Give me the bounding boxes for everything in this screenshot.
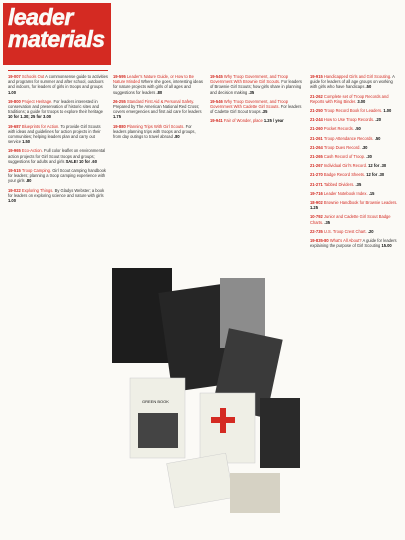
- catalog-item: [8, 188, 108, 204]
- item-price: .35: [324, 219, 331, 225]
- catalog-item: [210, 74, 305, 95]
- item-number: 21-244: [310, 117, 324, 123]
- item-price: 1.00: [383, 108, 392, 114]
- item-title: Troop Dues Record.: [323, 144, 362, 150]
- item-description: For leaders planning trips with troops and groups, from day outings to travel abroad: [113, 123, 196, 140]
- item-number: 21-262: [310, 93, 324, 99]
- item-description: A commonsense guide to activities and programs for summer and after school, outdoors and indoors, for leaders of girls in troops and groups: [8, 74, 108, 90]
- column-3: [210, 74, 305, 128]
- page-title: [8, 6, 108, 50]
- item-price: 1.50: [22, 139, 31, 145]
- item-price: 10 for 1.30; 25 for 3.00: [8, 114, 52, 120]
- item-title: Why Troop Government, and Troop Government With Brownie Girl Scouts.: [210, 74, 289, 85]
- item-number: 21-267: [310, 163, 324, 169]
- item-number: 19-007: [8, 74, 22, 79]
- item-price: 1.25 / year: [263, 118, 284, 124]
- title-line-2: materials: [8, 26, 105, 52]
- item-number: 21-271: [310, 181, 324, 187]
- item-price: 1.00: [8, 89, 16, 95]
- item-title: Complete set of Troop Records and Reports with Ring Binder.: [310, 93, 389, 104]
- item-price: .80: [25, 178, 32, 184]
- catalog-item: [113, 124, 203, 140]
- item-price: 3.00: [357, 98, 366, 104]
- catalog-item: [310, 191, 400, 196]
- item-price: .30: [361, 144, 368, 150]
- item-price: .15: [368, 190, 375, 196]
- item-number: 19-022: [8, 187, 22, 193]
- catalog-item: [310, 163, 400, 168]
- item-price: .35: [261, 109, 268, 115]
- item-description: For leaders interested in conservation and preservation of historic sites and traditions; a guide for troops to explore their heritage: [8, 98, 103, 115]
- item-number: 21-264: [310, 144, 324, 150]
- item-price: .35: [355, 181, 362, 187]
- item-number: 19-687: [8, 123, 22, 129]
- red-cross-horizontal: [211, 417, 235, 423]
- item-title: Leader Notebook Index.: [323, 190, 369, 196]
- item-price: .35: [248, 89, 255, 95]
- item-description: By Gladys Webster; a book for leaders on exploring science and nature with girls: [8, 187, 105, 198]
- item-description: A guide for leaders explaining the purpose of Girl Scouting: [310, 238, 397, 249]
- item-number: 21-265: [310, 154, 324, 160]
- item-title: Tabbed Dividers.: [323, 181, 356, 187]
- catalog-item: [8, 148, 108, 164]
- header-rule: [8, 70, 108, 71]
- item-title: Project Heritage.: [21, 98, 54, 104]
- item-price: .50: [365, 84, 372, 90]
- item-price: .30: [366, 154, 372, 160]
- item-price: 1.00: [8, 198, 16, 204]
- item-price: 12 for .30: [366, 172, 385, 178]
- item-title: Troop Record Book for Leaders.: [323, 108, 384, 114]
- item-title: Leader's Nature Guide, or How to Be Nature Minded: [113, 74, 194, 85]
- catalog-item: [8, 168, 108, 184]
- item-number: 19-595: [113, 74, 127, 79]
- catalog-item: [310, 136, 400, 141]
- item-number: 21-270: [310, 172, 324, 178]
- item-number: 19-880: [113, 123, 127, 129]
- item-title: Planning Trips With Girl Scouts.: [126, 123, 186, 129]
- item-number: 19-515: [8, 168, 22, 174]
- item-number: 19-965: [8, 148, 22, 154]
- books-photo: [110, 258, 306, 530]
- catalog-item: [113, 99, 203, 120]
- item-price: 12 for .30: [368, 163, 387, 169]
- catalog-item: [310, 154, 400, 159]
- item-price: .50: [374, 135, 381, 141]
- item-title: Blueprints for Action.: [21, 123, 61, 129]
- item-number: 22-735: [310, 228, 324, 234]
- catalog-item: [310, 126, 400, 131]
- item-title: Schools Out: [21, 74, 46, 79]
- catalog-item: [8, 124, 108, 145]
- item-price: .80: [156, 89, 163, 95]
- item-price: 1.25: [310, 205, 318, 211]
- item-description: For leaders of Cadette Girl Scout troops: [210, 104, 302, 115]
- item-number: 19-800: [8, 98, 22, 104]
- item-title: Standard First Aid & Personal Safety.: [126, 98, 195, 104]
- catalog-item: [113, 74, 203, 95]
- item-number: 19-835-80: [310, 238, 330, 244]
- item-title: Pocket Records.: [323, 126, 356, 132]
- catalog-item: [310, 214, 400, 224]
- catalog-item: [310, 172, 400, 177]
- item-number: 19-941: [210, 118, 224, 124]
- item-description: To provide Girl Scouts with ideas and guidelines for action projects in their communities; helping leaders plan and carry out service: [8, 123, 101, 145]
- item-description: Prepared by The American National Red Cross; covers emergencies and first aid care for leaders: [113, 104, 202, 115]
- column-1: [8, 74, 108, 207]
- item-title: U.S. Troop Crest Chart.: [323, 228, 368, 234]
- item-description: Girl Scout camping handbook for leaders; planning a troop camping experience with your girls: [8, 168, 106, 184]
- catalog-item: [310, 229, 400, 234]
- title-line-1: leader: [8, 4, 73, 30]
- item-number: 26-255: [113, 98, 127, 104]
- catalog-item: [310, 94, 400, 104]
- item-number: 19-545: [210, 74, 224, 79]
- first-aid-book: [200, 393, 255, 463]
- item-price: SALE! 10 for .60: [65, 158, 97, 164]
- column-2: [113, 74, 203, 143]
- item-description: A guide for leaders of all age groups on working with girls who have handicaps: [310, 74, 395, 90]
- tan-book: [230, 473, 280, 513]
- catalog-item: [310, 200, 400, 210]
- item-number: 10-792: [310, 214, 324, 220]
- item-number: 21-261: [310, 135, 324, 141]
- catalog-item: [310, 74, 400, 90]
- item-description: For leaders of Brownie Girl Scouts; how girls share in planning and decision making: [210, 79, 302, 95]
- item-title: Handicapped Girls and Girl Scouting.: [323, 74, 393, 79]
- column-4: [310, 74, 400, 252]
- item-title: Junior and Cadette Girl Scout Badge Charts.: [310, 214, 391, 225]
- item-number: 19-716: [310, 190, 324, 196]
- item-number: 18-902: [310, 200, 324, 206]
- item-price: .50: [355, 126, 361, 132]
- catalog-item: [310, 108, 400, 113]
- item-number: 21-260: [310, 126, 324, 132]
- black-book: [260, 398, 300, 468]
- small-book: [167, 453, 234, 508]
- item-price: .20: [367, 228, 374, 234]
- item-title: Individual Girl's Record.: [323, 163, 369, 169]
- item-number: 19-915: [310, 74, 324, 79]
- catalog-item: [310, 238, 400, 248]
- item-title: Fair of Wonder, place: [223, 118, 264, 124]
- catalog-item: [310, 182, 400, 187]
- item-title: Troop Camping.: [21, 168, 53, 174]
- catalog-item: [210, 99, 305, 115]
- item-price: .80: [174, 134, 180, 140]
- item-title: Cash Record of Troop.: [323, 154, 367, 160]
- catalog-item: [8, 74, 108, 95]
- item-title: Troop Attendance Records.: [323, 135, 375, 141]
- item-title: Badge Record Sheets.: [323, 172, 367, 178]
- item-title: How to Use Troop Records.: [323, 117, 376, 123]
- catalog-item: [8, 99, 108, 120]
- item-title: Why Troop Government, and Troop Government With Cadette Girl Scouts.: [210, 98, 289, 110]
- green-book-image: [138, 413, 178, 448]
- item-title: Exploring Things.: [21, 187, 55, 193]
- catalog-item: [310, 117, 400, 122]
- item-description: Full color leaflet on environmental action projects for Girl Scout troops and groups; suggestions for adults and girls: [8, 148, 106, 164]
- item-number: 19-546: [210, 98, 224, 104]
- catalog-item: [310, 145, 400, 150]
- item-price: 1.75: [113, 114, 121, 120]
- catalog-item: [210, 118, 305, 123]
- item-price: 15.00: [381, 243, 392, 249]
- item-title: Brownie Handbook for Brownie Leaders.: [323, 200, 398, 206]
- item-description: Where she goes, interesting ideas for nature projects with girls of all ages and suggestions for leaders: [113, 79, 203, 95]
- item-title: What's All About?: [329, 238, 363, 244]
- item-number: 21-250: [310, 108, 324, 114]
- green-book-label: GREEN BOOK: [142, 399, 169, 404]
- item-price: .20: [375, 117, 382, 123]
- item-title: Eco-Action.: [21, 148, 44, 154]
